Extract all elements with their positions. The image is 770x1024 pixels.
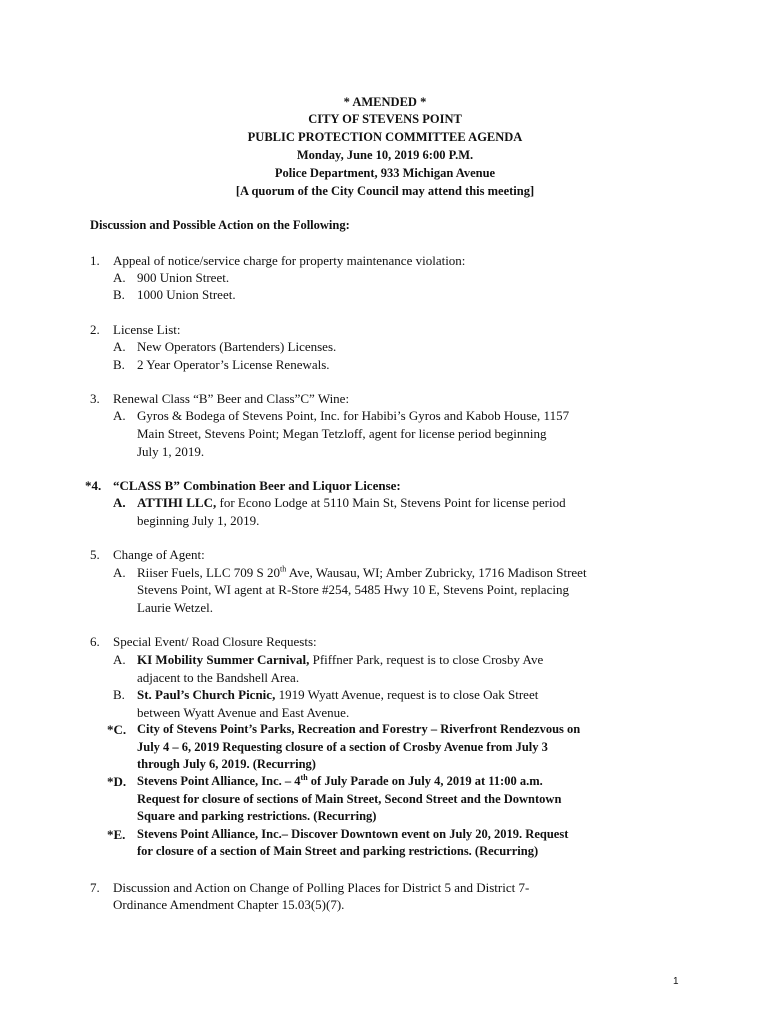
sub-item-text: through July 6, 2019. (Recurring) [137, 757, 316, 771]
item-title: Renewal Class “B” Beer and Class”C” Wine: [113, 391, 350, 406]
meeting-date: Monday, June 10, 2019 6:00 P.M. [296, 148, 474, 162]
sub-item-text: July 4 – 6, 2019 Requesting closure of a section of Crosby Avenue from July 3 [137, 740, 548, 754]
sub-item-text: Stevens Point Alliance, Inc. – 4th of July Parade on July 4, 2019 at 11:00 a.m. [137, 772, 543, 788]
sub-item-text: Riiser Fuels, LLC 709 S 20th Ave, Wausau, WI; Amber Zubricky, 1716 Madison Street [137, 564, 587, 580]
sub-label: A. [113, 270, 126, 285]
sub-item-text: July 1, 2019. [137, 444, 205, 459]
event-name: St. Paul’s Church Picnic, [137, 687, 276, 702]
sub-item-text: Request for closure of sections of Main Street, Second Street and the Downtown [137, 792, 562, 806]
sub-item-text: for closure of a section of Main Street and parking restrictions. (Recurring) [137, 844, 539, 858]
committee-heading: PUBLIC PROTECTION COMMITTEE AGENDA [247, 130, 523, 144]
licensee-name: ATTIHI LLC, [137, 495, 217, 510]
sub-item-text: adjacent to the Bandshell Area. [137, 670, 300, 685]
item-number: 7. [90, 880, 100, 895]
item-number: 3. [90, 391, 100, 406]
quorum-notice: [A quorum of the City Council may attend this meeting] [235, 184, 535, 198]
amended-heading: * AMENDED * [343, 95, 427, 109]
item-title: Discussion and Action on Change of Polling Places for District 5 and District 7- [113, 880, 530, 895]
item-number: 2. [90, 322, 100, 337]
sub-item-text: 2 Year Operator’s License Renewals. [137, 357, 330, 372]
item-number: *4. [85, 478, 102, 493]
sub-label: *E. [107, 827, 126, 842]
sub-label: A. [113, 565, 126, 580]
sub-item-text: ATTIHI LLC, for Econo Lodge at 5110 Main St, Stevens Point for license period [137, 495, 566, 510]
item-title: “CLASS B” Combination Beer and Liquor License: [113, 478, 401, 493]
item-title: Appeal of notice/service charge for property maintenance violation: [113, 253, 466, 268]
item-number: 6. [90, 634, 100, 649]
intro-heading: Discussion and Possible Action on the Following: [90, 218, 350, 232]
sub-item-text: City of Stevens Point’s Parks, Recreation and Forestry – Riverfront Rendezvous on [137, 722, 581, 736]
sub-label: A. [113, 408, 126, 423]
sub-label: B. [113, 687, 125, 702]
sub-label: B. [113, 287, 125, 302]
sub-label: A. [113, 339, 126, 354]
sub-item-text: 900 Union Street. [137, 270, 230, 285]
sub-item-text: beginning July 1, 2019. [137, 513, 260, 528]
city-heading: CITY OF STEVENS POINT [308, 112, 462, 126]
sub-item-text: Gyros & Bodega of Stevens Point, Inc. for Habibi’s Gyros and Kabob House, 1157 [137, 408, 570, 423]
meeting-location: Police Department, 933 Michigan Avenue [274, 166, 496, 180]
item-title: Ordinance Amendment Chapter 15.03(5)(7). [113, 897, 345, 912]
sub-item-text: 1000 Union Street. [137, 287, 236, 302]
sub-item-text: Stevens Point Alliance, Inc.– Discover Downtown event on July 20, 2019. Request [137, 827, 569, 841]
sub-item-text: St. Paul’s Church Picnic, 1919 Wyatt Avenue, request is to close Oak Street [137, 687, 539, 702]
item-title: Special Event/ Road Closure Requests: [113, 634, 317, 649]
sub-item-text: Laurie Wetzel. [137, 600, 213, 615]
sub-item-text: Square and parking restrictions. (Recurring) [137, 809, 377, 823]
sub-item-text: Main Street, Stevens Point; Megan Tetzloff, agent for license period beginning [137, 426, 547, 441]
sub-label: B. [113, 357, 125, 372]
item-title: License List: [113, 322, 181, 337]
sub-label: *C. [107, 722, 127, 737]
page-number: 1 [673, 976, 679, 987]
sub-label: A. [113, 652, 126, 667]
sub-label: A. [113, 495, 126, 510]
item-number: 1. [90, 253, 100, 268]
item-number: 5. [90, 547, 100, 562]
sub-item-text: New Operators (Bartenders) Licenses. [137, 339, 337, 354]
item-title: Change of Agent: [113, 547, 205, 562]
sub-item-text: between Wyatt Avenue and East Avenue. [137, 705, 350, 720]
event-name: KI Mobility Summer Carnival, [137, 652, 310, 667]
sub-item-text: Stevens Point, WI agent at R-Store #254, 5485 Hwy 10 E, Stevens Point, replacing [137, 582, 569, 597]
sub-label: *D. [107, 774, 127, 789]
sub-item-text: KI Mobility Summer Carnival, Pfiffner Park, request is to close Crosby Ave [137, 652, 544, 667]
